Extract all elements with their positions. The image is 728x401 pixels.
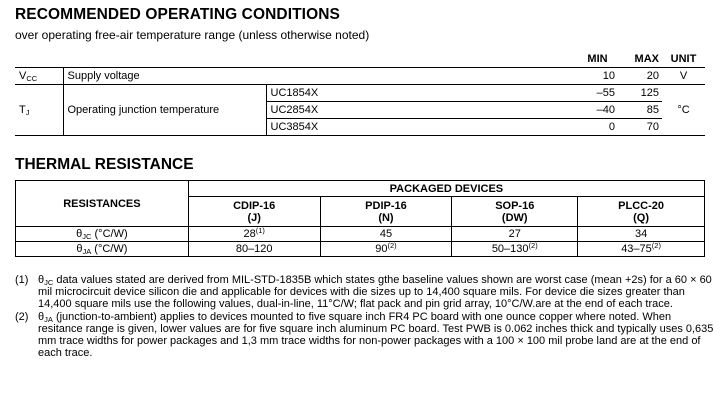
recommended-conditions-table [15,50,705,136]
param-cell: Operating junction temperature [63,85,266,136]
footnotes [15,274,715,359]
package-header: PDIP-16 (N) [320,197,452,227]
param-cell: Supply voltage [63,68,577,85]
max-cell: 125 [618,85,662,102]
min-cell: –40 [577,102,618,119]
header-min: MIN [577,50,618,68]
section-subtitle: over operating free-air temperature range (unless otherwise noted) [15,28,370,42]
footnote-number: (2) [15,310,29,323]
value-cell: 28$^{(1)}$ [188,227,320,242]
row-label: $\theta_{JC}$ (°C/W) [16,227,189,242]
min-cell: –55 [577,85,618,102]
resistances-header: RESISTANCES [16,181,189,227]
table-header-row [16,181,705,197]
value-cell: 27 [452,227,578,242]
max-cell: 85 [618,102,662,119]
min-cell: 0 [577,119,618,136]
max-cell: 20 [618,68,662,85]
footnote-number: (1) [15,274,29,286]
value-cell: 45 [320,227,452,242]
table-header-row [15,50,705,68]
unit-cell: V [662,68,705,85]
thermal-resistance-table [15,180,705,257]
value-cell: 90$^{(2)}$ [320,242,452,257]
row-label: $\theta_{JA}$ (°C/W) [16,242,189,257]
package-header: CDIP-16 (J) [188,197,320,227]
device-cell: UC1854X [266,85,577,102]
value-cell: 80–120 [188,242,320,257]
symbol-cell: $T_J$ [15,85,63,136]
section-title-recommended: RECOMMENDED OPERATING CONDITIONS [15,6,340,23]
table-row [15,85,705,102]
header-unit: UNIT [662,50,705,68]
table-row [16,227,705,242]
min-cell: 10 [577,68,618,85]
table-row [15,68,705,85]
value-cell: 34 [578,227,705,242]
max-cell: 70 [618,119,662,136]
table-row [16,242,705,257]
device-cell: UC3854X [266,119,577,136]
section-title-thermal: THERMAL RESISTANCE [15,156,194,173]
device-cell: UC2854X [266,102,577,119]
package-header: PLCC-20 (Q) [578,197,705,227]
symbol-cell: $V_{CC}$ [15,68,63,85]
packaged-devices-header: PACKAGED DEVICES [188,181,704,197]
unit-cell: °C [662,85,705,136]
value-cell: 50–130$^{(2)}$ [452,242,578,257]
header-max: MAX [618,50,662,68]
package-header: SOP-16 (DW) [452,197,578,227]
value-cell: 43–75$^{(2)}$ [578,242,705,257]
footnote: (1) $\theta_{JC}$ data values stated are derived from MIL-STD-1835B which states gthe baseline values shown are worst case (mean +2s) for a 60 × 60 mil microcircuit device silicon die and applicable for devices with die sizes up to 14,400 square mils. For device die sizes greater than 14,400 square mils use the following values, dual-in-line, 11°C/W; flat pack and pin grid array, 10°C/W.are at the end of each trace. [15,274,712,311]
footnote: (2) $\theta_{JA}$ (junction-to-ambient) applies to devices mounted to five square inch FR4 PC board with one ounce copper where noted. When resitance range is given, lower values are for five square inch aluminum PC board. Test PWB is 0.062 inches thick and typically uses 0,635 mm trace widths for power packages and 1,3 mm trace widths for non-power packages with a 100 × 100 mil probe land are at the end of each trace. [15,310,714,360]
